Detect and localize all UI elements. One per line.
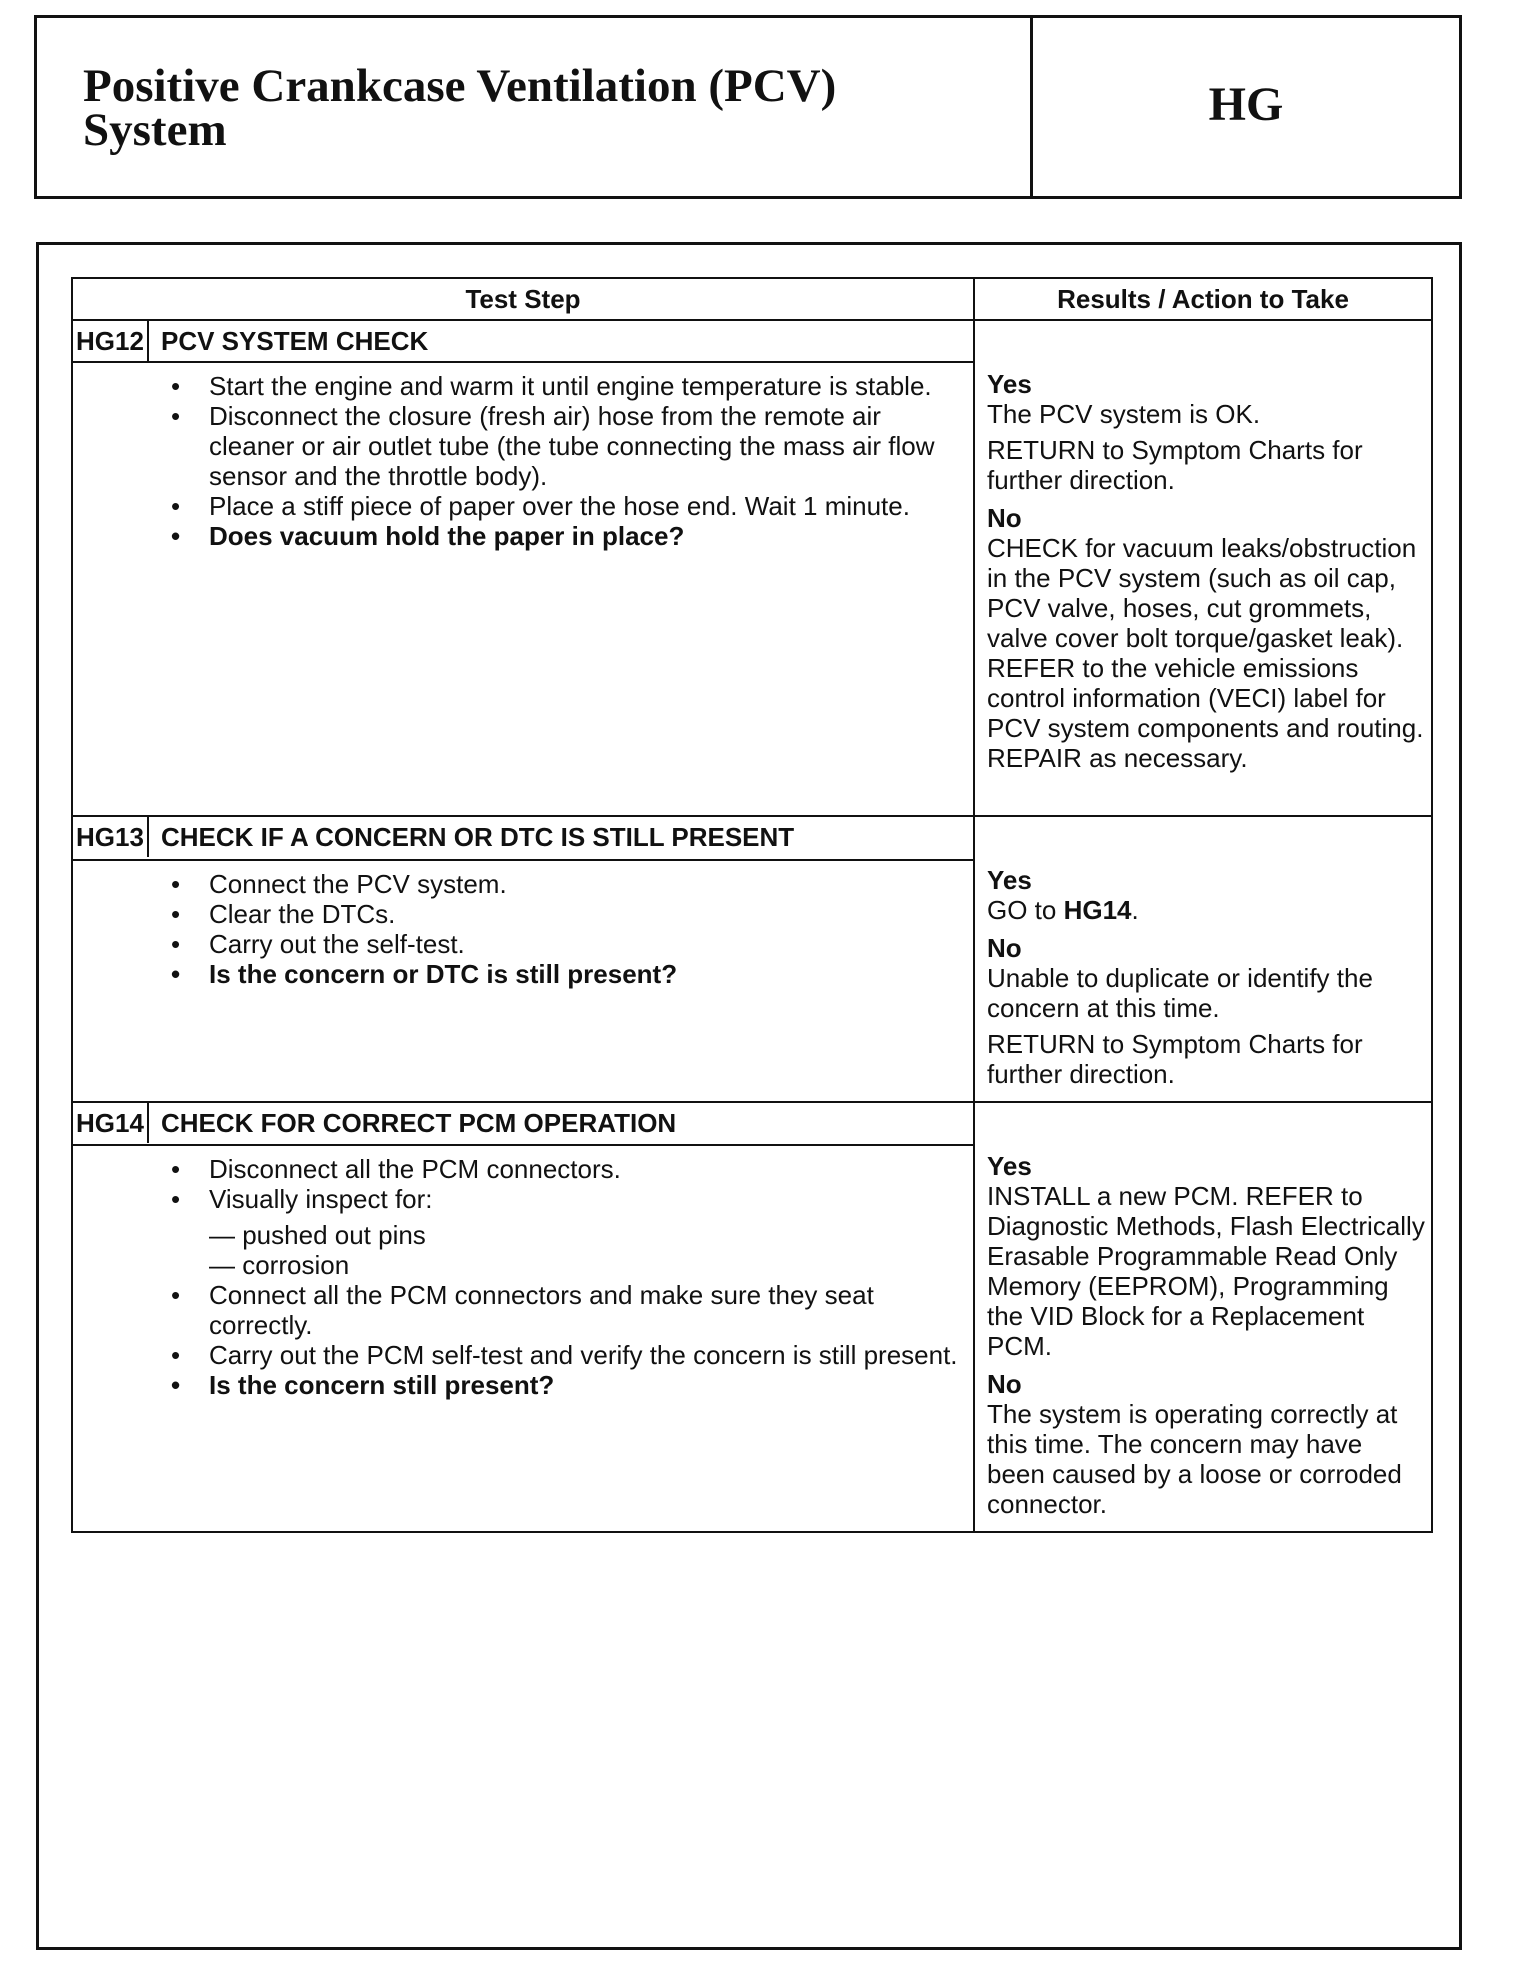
result-text: Unable to duplicate or identify the concern at this time. <box>987 963 1373 1023</box>
yes-label: Yes <box>987 1151 1032 1181</box>
step-title: CHECK IF A CONCERN OR DTC IS STILL PRESENT <box>161 822 795 852</box>
result-text: The PCV system is OK. <box>987 399 1261 429</box>
step-id: HG14 <box>73 1103 149 1143</box>
list-item: • Disconnect all the PCM connectors. <box>209 1154 973 1184</box>
no-label: No <box>987 503 1022 533</box>
step-instructions <box>73 869 973 989</box>
list-item: • Disconnect the closure (fresh air) hose from the remote air cleaner or air outlet tube (the tube connecting the mass air flow sensor and the throttle body). <box>209 401 973 491</box>
step-instructions <box>73 1154 973 1400</box>
no-label: No <box>987 933 1022 963</box>
step-question: • Is the concern still present? <box>209 1370 973 1400</box>
column-header-test-step: Test Step <box>72 278 974 320</box>
list-item: • Carry out the self-test. <box>209 929 973 959</box>
list-item: • Connect all the PCM connectors and make sure they seat correctly. <box>209 1280 973 1340</box>
sub-list <box>209 1220 973 1280</box>
step-instructions <box>73 371 973 551</box>
content-frame <box>36 242 1462 1950</box>
step-id: HG12 <box>73 321 149 361</box>
step-question: • Does vacuum hold the paper in place? <box>209 521 973 551</box>
step-question: • Is the concern or DTC is still present? <box>209 959 973 989</box>
go-to-step-link[interactable]: HG14 <box>1063 895 1132 925</box>
step-header-row <box>72 816 1432 860</box>
list-item: • Connect the PCV system. <box>209 869 973 899</box>
list-item: • Start the engine and warm it until engine temperature is stable. <box>209 371 973 401</box>
results-cell <box>974 320 1432 816</box>
step-body <box>72 362 974 816</box>
yes-label: Yes <box>987 865 1032 895</box>
list-item-text: Visually inspect for: <box>209 1183 433 1214</box>
title-line-1: Positive Crankcase Ventilation (PCV) <box>83 60 837 112</box>
no-label: No <box>987 1369 1022 1399</box>
list-item <box>209 1184 973 1280</box>
step-title: CHECK FOR CORRECT PCM OPERATION <box>161 1108 677 1138</box>
pinpoint-test-table <box>71 277 1433 1533</box>
step-body <box>72 1145 974 1532</box>
result-text: INSTALL a new PCM. REFER to Diagnostic Methods, Flash Electrically Erasable Programmable Read Only Memory (EEPROM), Programming the VID Block for a Replacement PCM. <box>987 1181 1425 1361</box>
step-body <box>72 860 974 1102</box>
section-code: HG <box>1208 77 1284 131</box>
results-cell <box>974 1102 1432 1532</box>
step-id: HG13 <box>73 817 149 857</box>
page-header <box>34 15 1462 199</box>
go-to-end: . <box>1131 895 1139 925</box>
page-title <box>37 18 1033 196</box>
sub-list-item: — corrosion <box>209 1249 350 1280</box>
step-title: PCV SYSTEM CHECK <box>161 326 429 356</box>
result-text: RETURN to Symptom Charts for further direction. <box>987 1029 1363 1089</box>
step-header-row <box>72 1102 1432 1145</box>
title-line-2: System <box>83 104 227 156</box>
sub-list-item: — pushed out pins <box>209 1219 426 1250</box>
list-item: • Place a stiff piece of paper over the hose end. Wait 1 minute. <box>209 491 973 521</box>
result-text <box>987 895 1427 925</box>
go-to-text: GO to <box>987 895 1064 925</box>
result-text: The system is operating correctly at this time. The concern may have been caused by a loose or corroded connector. <box>987 1399 1402 1519</box>
table-header-row <box>72 278 1432 320</box>
step-header-row <box>72 320 1432 362</box>
list-item: • Carry out the PCM self-test and verify the concern is still present. <box>209 1340 973 1370</box>
column-header-results: Results / Action to Take <box>974 278 1432 320</box>
yes-label: Yes <box>987 369 1032 399</box>
result-text: RETURN to Symptom Charts for further direction. <box>987 435 1363 495</box>
result-text: CHECK for vacuum leaks/obstruction in the PCV system (such as oil cap, PCV valve, hoses, cut grommets, valve cover bolt torque/gasket leak). REFER to the vehicle emissions control information (VECI) label for PCV system components and routing. REPAIR as necessary. <box>987 533 1424 773</box>
results-cell <box>974 816 1432 1102</box>
list-item: • Clear the DTCs. <box>209 899 973 929</box>
